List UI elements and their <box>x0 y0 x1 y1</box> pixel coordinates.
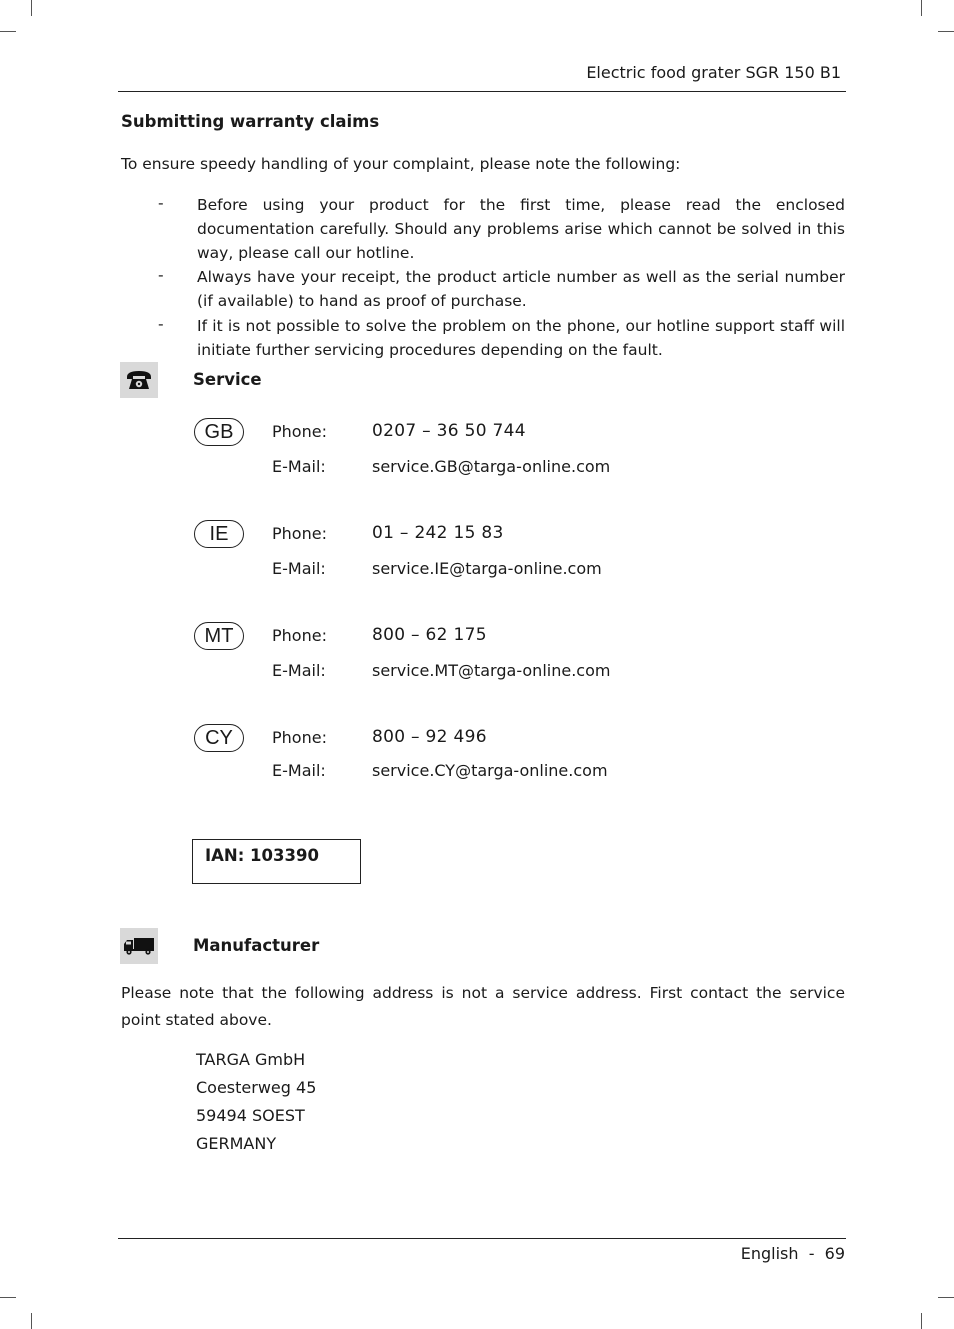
email-label: E-Mail: <box>272 761 326 780</box>
bullet-dash: - <box>158 266 164 284</box>
crop-mark <box>921 1313 922 1329</box>
crop-mark <box>0 1297 16 1298</box>
running-header: Electric food grater SGR 150 B1 <box>586 63 841 82</box>
email-gb: service.GB@targa-online.com <box>372 457 611 476</box>
crop-mark <box>31 1313 32 1329</box>
manufacturer-note: Please note that the following address is not a service address. First contact the service point stated above. <box>121 984 845 1029</box>
email-label: E-Mail: <box>272 559 326 578</box>
address-line: 59494 SOEST <box>196 1106 305 1125</box>
telephone-icon <box>120 362 158 398</box>
email-ie: service.IE@targa-online.com <box>372 559 602 578</box>
phone-label: Phone: <box>272 626 327 645</box>
address-line: TARGA GmbH <box>196 1050 306 1069</box>
email-label: E-Mail: <box>272 661 326 680</box>
phone-number-ie: 01 – 242 15 83 <box>372 523 504 543</box>
page-number: English - 69 <box>740 1244 845 1263</box>
country-badge-gb: GB <box>194 418 244 446</box>
phone-number-cy: 800 – 92 496 <box>372 727 487 747</box>
header-rule <box>118 91 846 92</box>
bullet-dash: - <box>158 194 164 212</box>
bullet-item: If it is not possible to solve the problem on the phone, our hotline support staff will initiate further servicing procedures depending on the fault. <box>197 317 845 359</box>
ian-number: IAN: 103390 <box>205 846 319 865</box>
phone-label: Phone: <box>272 422 327 441</box>
phone-label: Phone: <box>272 728 327 747</box>
phone-number-gb: 0207 – 36 50 744 <box>372 421 526 441</box>
crop-mark <box>938 1297 954 1298</box>
email-mt: service.MT@targa-online.com <box>372 661 611 680</box>
warranty-intro: To ensure speedy handling of your complaint, please note the following: <box>121 155 681 173</box>
crop-mark <box>31 0 32 16</box>
bullet-item: Always have your receipt, the product article number as well as the serial number (if available) to hand as proof of purchase. <box>197 268 845 310</box>
truck-icon <box>120 928 158 964</box>
crop-mark <box>921 0 922 16</box>
email-label: E-Mail: <box>272 457 326 476</box>
crop-mark <box>938 31 954 32</box>
address-line: Coesterweg 45 <box>196 1078 317 1097</box>
address-line: GERMANY <box>196 1134 277 1153</box>
manufacturer-heading: Manufacturer <box>193 936 320 955</box>
country-badge-cy: CY <box>194 724 244 752</box>
ian-box <box>192 839 361 884</box>
warranty-heading: Submitting warranty claims <box>121 112 380 131</box>
bullet-dash: - <box>158 315 164 333</box>
phone-label: Phone: <box>272 524 327 543</box>
country-badge-mt: MT <box>194 622 244 650</box>
phone-number-mt: 800 – 62 175 <box>372 625 487 645</box>
email-cy: service.CY@targa-online.com <box>372 761 608 780</box>
country-badge-ie: IE <box>194 520 244 548</box>
crop-mark <box>0 31 16 32</box>
service-heading: Service <box>193 370 262 389</box>
bullet-item: Before using your product for the first time, please read the enclosed documentation carefully. Should any problems arise which cannot be solved in this way, please call our hotline. <box>197 196 845 262</box>
footer-rule <box>118 1238 846 1239</box>
